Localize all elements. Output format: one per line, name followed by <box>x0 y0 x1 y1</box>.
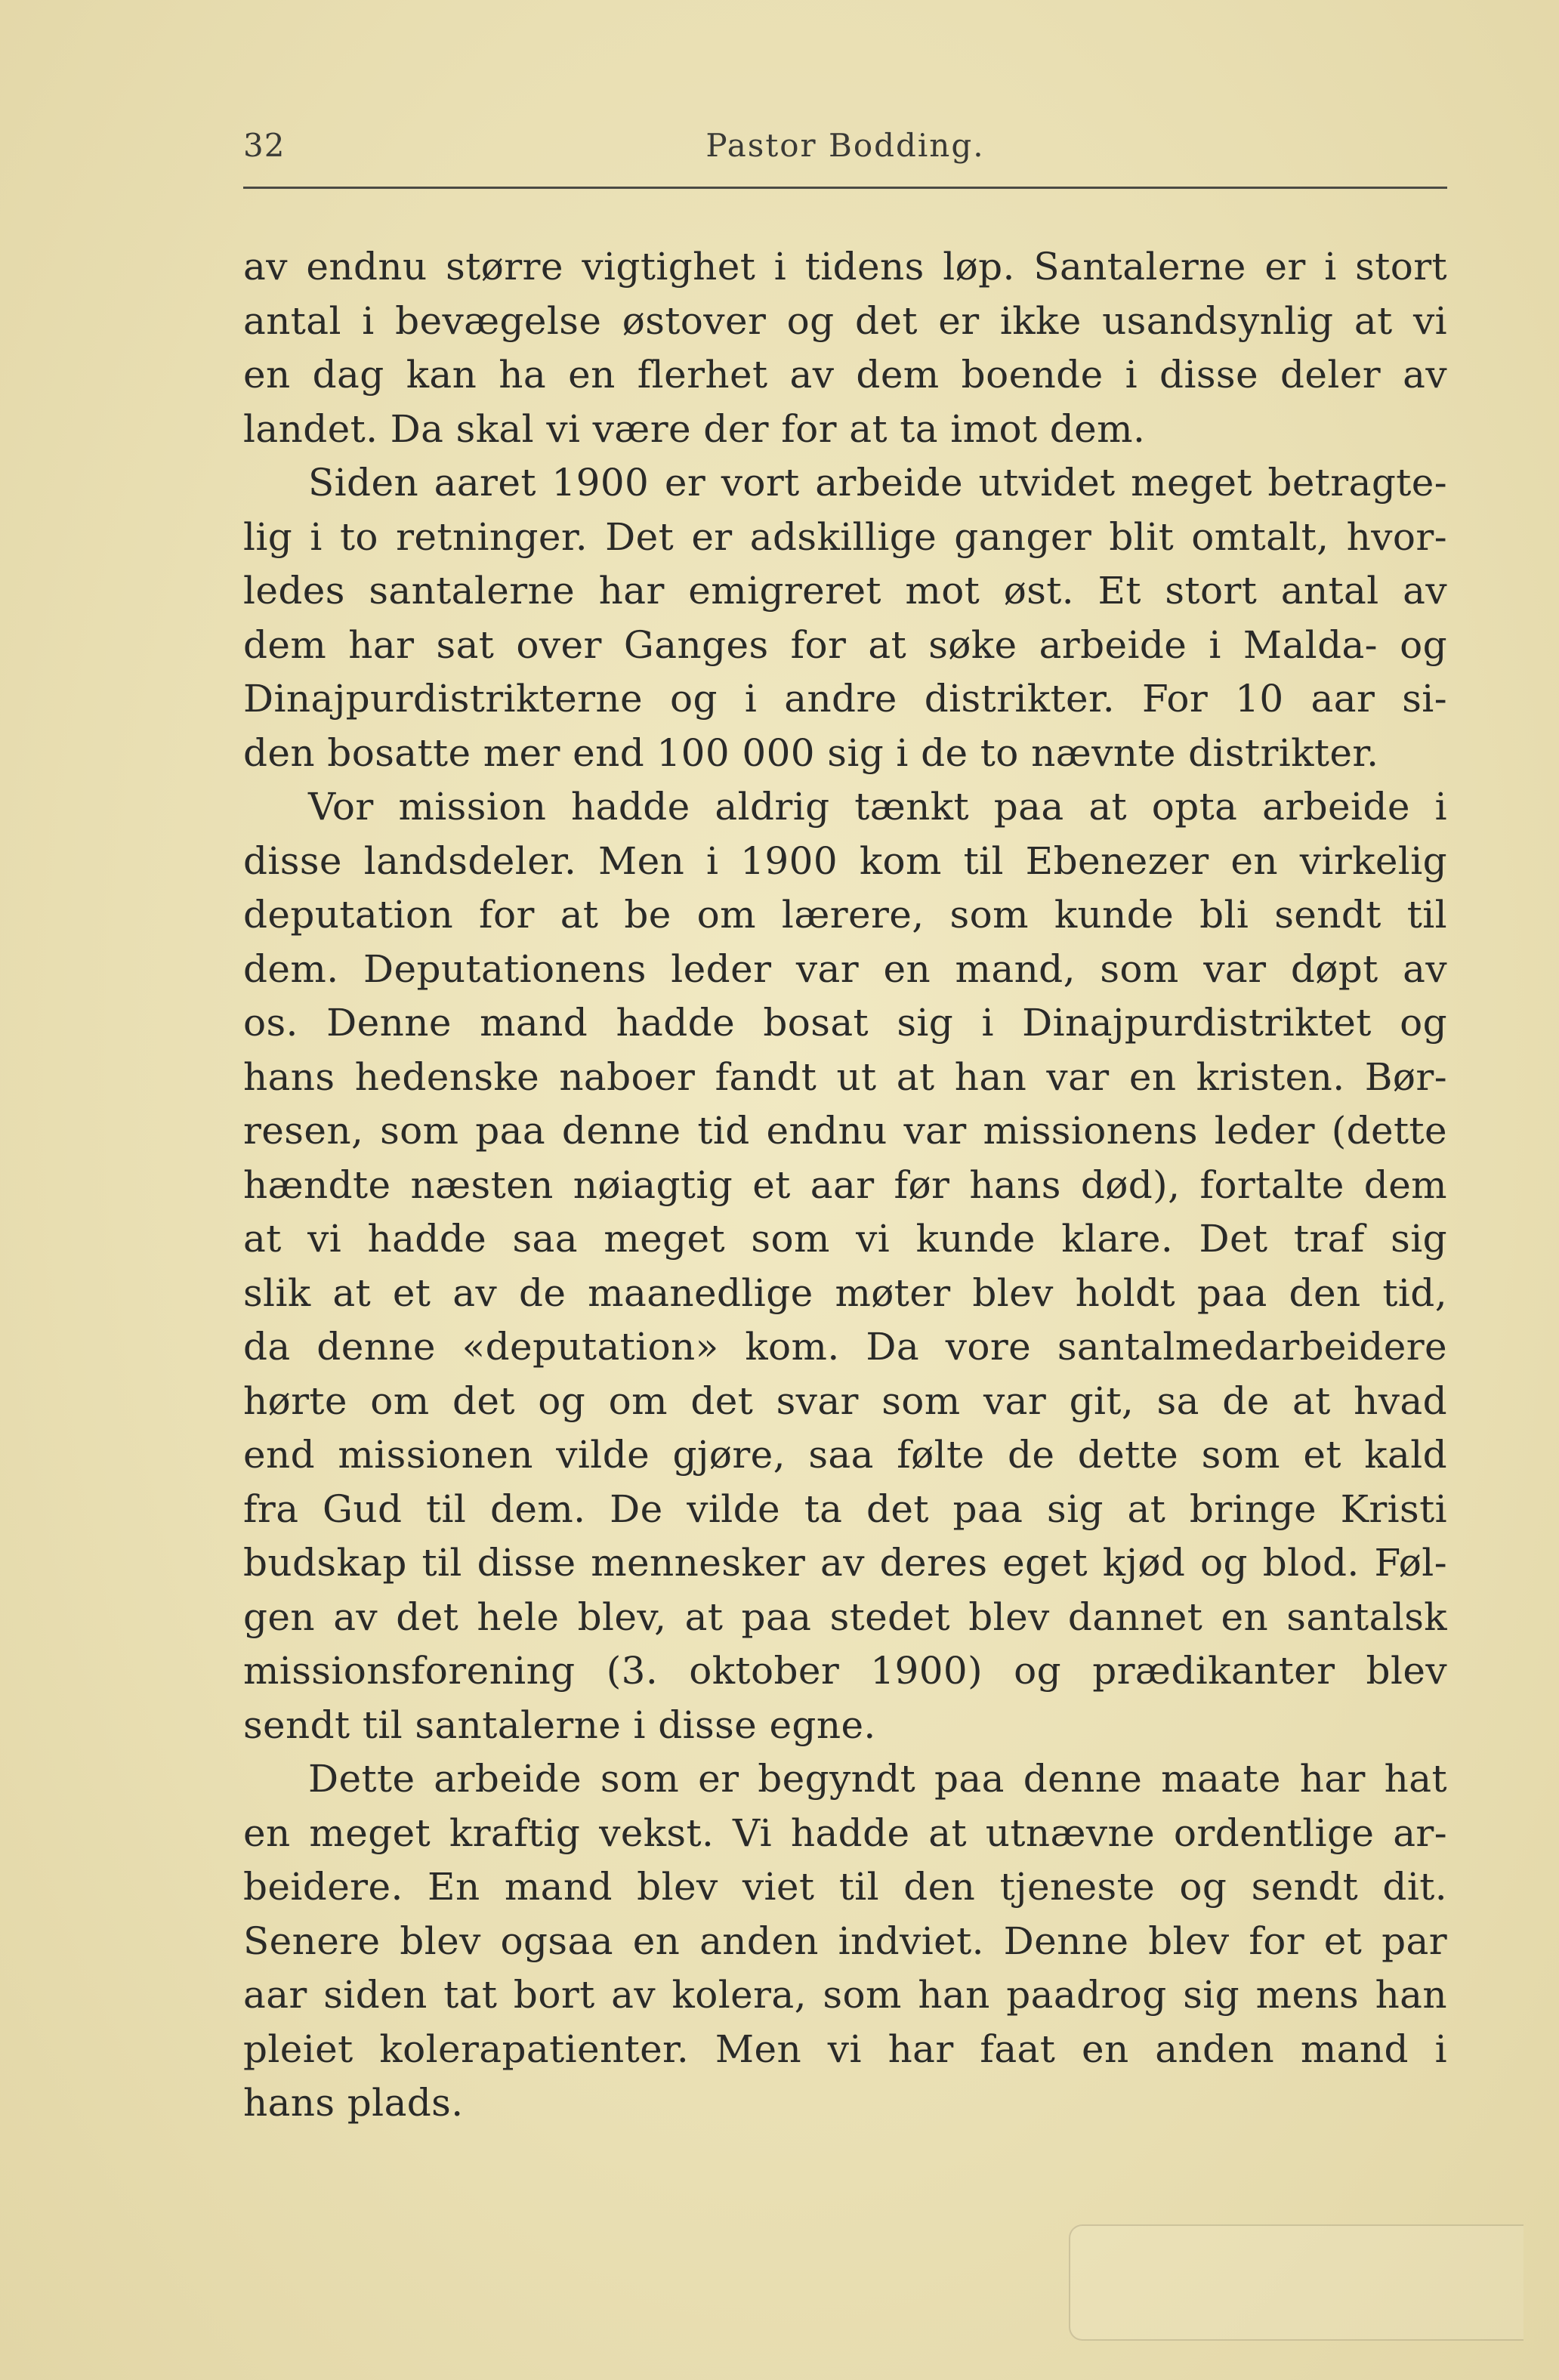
text-line: landet. Da skal vi være der for at ta imot dem. <box>243 406 1146 451</box>
text-line: sendt til santalerne i disse egne. <box>243 1702 876 1747</box>
text-line: Dette arbeide som er begyndt paa denne maate har hat <box>308 1757 1447 1801</box>
text-line: disse landsdeler. Men i 1900 kom til Ebenezer en virkelig <box>243 838 1447 883</box>
text-line: budskap til disse mennesker av deres eget kjød og blod. Føl- <box>243 1541 1447 1585</box>
text-line: antal i bevægelse østover og det er ikke usandsynlig at vi <box>243 298 1447 343</box>
text-line: hans plads. <box>243 2081 464 2125</box>
text-line: Vor mission hadde aldrig tænkt paa at opta arbeide i <box>308 785 1447 829</box>
text-line: den bosatte mer end 100 000 sig i de to nævnte distrikter. <box>243 730 1379 775</box>
text-line: dem. Deputationens leder var en mand, som var døpt av <box>243 946 1447 991</box>
text-line: end missionen vilde gjøre, saa følte de dette som et kald <box>243 1433 1447 1477</box>
text-line: da denne «deputation» kom. Da vore santalmedarbeidere <box>243 1325 1447 1369</box>
text-line: Senere blev ogsaa en anden indviet. Denne blev for et par <box>243 1919 1447 1963</box>
text-line: deputation for at be om lærere, som kunde bli sendt til <box>243 893 1447 937</box>
page-header <box>243 127 1447 180</box>
text-line: at vi hadde saa meget som vi kunde klare. Det traf sig <box>243 1217 1447 1261</box>
running-title: Pastor Bodding. <box>705 127 985 164</box>
page-number: 32 <box>243 127 286 164</box>
text-line: missionsforening (3. oktober 1900) og prædikanter blev <box>243 1649 1447 1693</box>
text-line: av endnu større vigtighet i tidens løp. Santalerne er i stort <box>243 245 1447 289</box>
page-crease <box>1069 2224 1523 2341</box>
text-line: ledes santalerne har emigreret mot øst. Et stort antal av <box>243 569 1447 613</box>
text-line: pleiet kolerapatienter. Men vi har faat en anden mand i <box>243 2027 1447 2071</box>
text-line: hændte næsten nøiagtig et aar før hans død), fortalte dem <box>243 1162 1447 1207</box>
text-line: hans hedenske naboer fandt ut at han var en kristen. Bør- <box>243 1054 1447 1099</box>
text-line: dem har sat over Ganges for at søke arbeide i Malda- og <box>243 622 1447 667</box>
text-line: beidere. En mand blev viet til den tjeneste og sendt dit. <box>243 1865 1447 1909</box>
text-line: os. Denne mand hadde bosat sig i Dinajpurdistriktet og <box>243 1001 1447 1045</box>
text-line: fra Gud til dem. De vilde ta det paa sig at bringe Kristi <box>243 1486 1447 1531</box>
text-line: Siden aaret 1900 er vort arbeide utvidet meget betragte- <box>308 461 1447 505</box>
text-line: resen, som paa denne tid endnu var missionens leder (dette <box>243 1109 1447 1153</box>
text-line: gen av det hele blev, at paa stedet blev dannet en santalsk <box>243 1594 1447 1639</box>
text-line: en dag kan ha en flerhet av dem boende i disse deler av <box>243 353 1447 397</box>
body-text <box>243 240 1447 2131</box>
text-line: slik at et av de maanedlige møter blev holdt paa den tid, <box>243 1270 1447 1315</box>
header-rule <box>243 187 1447 189</box>
text-line: lig i to retninger. Det er adskillige ganger blit omtalt, hvor- <box>243 514 1447 559</box>
text-line: aar siden tat bort av kolera, som han paadrog sig mens han <box>243 1973 1447 2017</box>
text-line: en meget kraftig vekst. Vi hadde at utnævne ordentlige ar- <box>243 1810 1447 1855</box>
text-line: Dinajpurdistrikterne og i andre distrikter. For 10 aar si- <box>243 677 1447 721</box>
text-line: hørte om det og om det svar som var git, sa de at hvad <box>243 1378 1447 1423</box>
